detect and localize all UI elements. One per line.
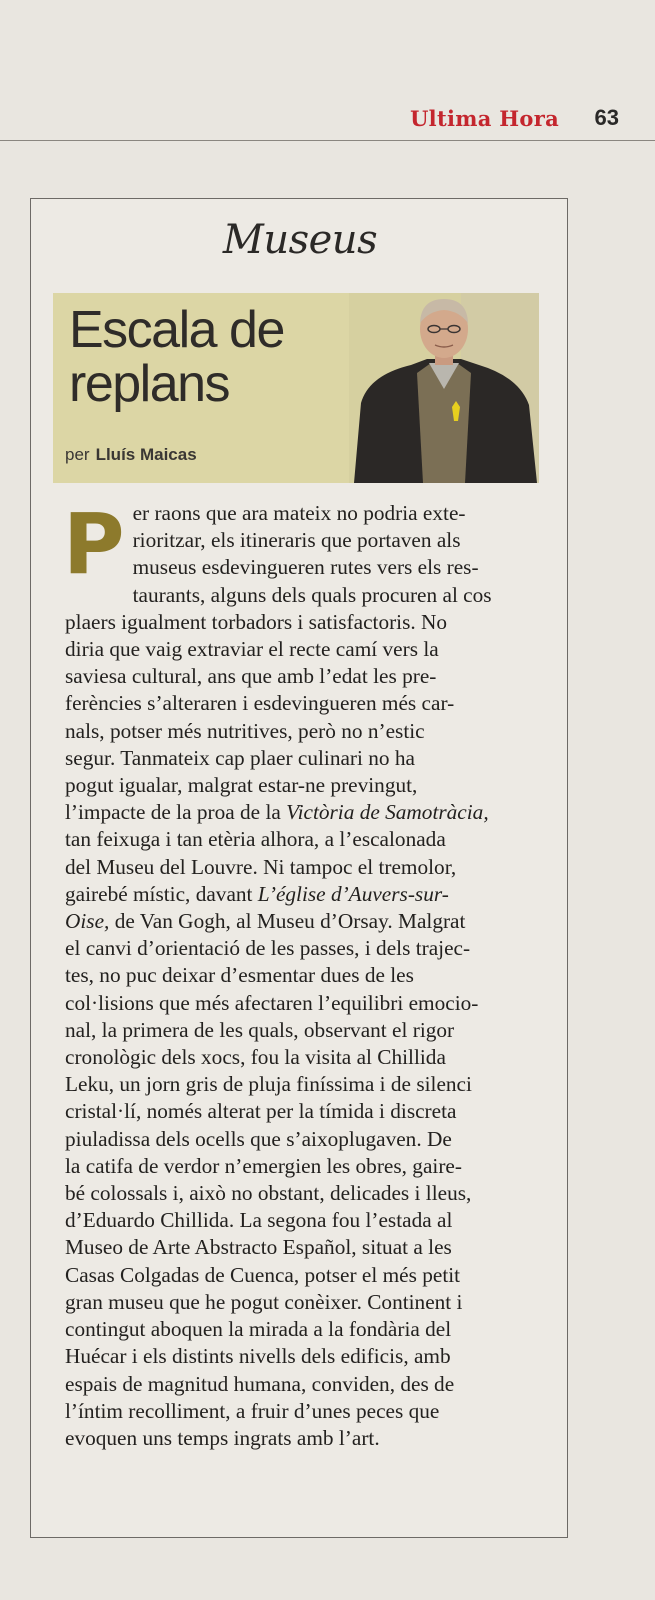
text-line: nal, la primera de les quals, observant el rigor: [65, 1017, 455, 1042]
text-line: Casas Colgadas de Cuenca, potser el més petit: [65, 1262, 461, 1287]
text-line: rioritzar, els itineraris que portaven als: [132, 528, 461, 553]
text-line: cristal·lí, només alterat per la tímida i discreta: [65, 1099, 457, 1124]
author-photo: [349, 293, 539, 483]
byline: [65, 445, 197, 465]
text-line: gran museu que he pogut conèixer. Continent i: [65, 1289, 463, 1314]
header-rule: [0, 140, 655, 141]
byline-prefix: per: [65, 445, 90, 464]
text-line: evoquen uns temps ingrats amb l’art.: [65, 1425, 380, 1450]
text-line: cronològic dels xocs, fou la visita al Chillida: [65, 1045, 446, 1070]
text-line: contingut aboquen la mirada a la fondària del: [65, 1317, 452, 1342]
text-fragment: l’impacte de la proa de la: [65, 800, 287, 825]
text-line: museus esdevingueren rutes vers els res-: [132, 555, 479, 580]
text-line: Museo de Arte Abstracto Español, situat a les: [65, 1235, 452, 1260]
text-line: l’íntim recolliment, a fruir d’unes peces que: [65, 1398, 440, 1423]
headline: [69, 303, 284, 411]
text-line: del Museu del Louvre. Ni tampoc el tremolor,: [65, 854, 457, 879]
text-line: tes, no puc deixar d’esmentar dues de les: [65, 963, 414, 988]
text-line: segur. Tanmateix cap plaer culinari no ha: [65, 745, 415, 770]
artwork-title: Victòria de Samotràcia,: [286, 800, 489, 825]
artwork-title: Oise,: [65, 909, 110, 934]
text-line: piuladissa dels ocells que s’aixoplugaven. De: [65, 1126, 452, 1151]
text-line: er raons que ara mateix no podria exte-: [132, 501, 466, 525]
text-line: d’Eduardo Chillida. La segona fou l’estada al: [65, 1208, 453, 1233]
text-line: nals, potser més nutritives, però no n’estic: [65, 718, 425, 743]
article-body: [63, 495, 565, 1452]
text-line: Leku, un jorn gris de pluja finíssima i de silenci: [65, 1072, 472, 1097]
page-header: [0, 100, 655, 140]
text-line: taurants, alguns dels quals procuren al cos: [132, 582, 492, 607]
headline-line: Escala de: [69, 301, 284, 359]
headline-banner: [53, 293, 539, 483]
text-fragment: de Van Gogh, al Museu d’Orsay. Malgrat: [109, 909, 466, 934]
text-line: ferències s’alteraren i esdevingueren més car-: [65, 691, 455, 716]
text-line: Huécar i els distints nivells dels edificis, amb: [65, 1344, 451, 1369]
text-line: plaers igualment torbadors i satisfactoris. No: [65, 609, 448, 634]
artwork-title: L’église d’Auvers-sur-: [257, 881, 449, 906]
text-line: bé colossals i, això no obstant, delicades i lleus,: [65, 1181, 472, 1206]
section-title: Museus: [222, 217, 378, 263]
text-line: [65, 799, 565, 826]
article-box: [30, 198, 568, 1538]
text-line: la catifa de verdor n’emergien les obres, gaire-: [65, 1153, 462, 1178]
headline-line: replans: [69, 355, 230, 413]
text-line: saviesa cultural, ans que amb l’edat les pre-: [65, 664, 437, 689]
text-line: tan feixuga i tan etèria alhora, a l’escalonada: [65, 827, 446, 852]
drop-cap: P: [63, 495, 125, 593]
page-number: 63: [594, 105, 619, 130]
author-name: Lluís Maicas: [95, 445, 197, 464]
newspaper-brand: Ultima Hora: [410, 106, 559, 131]
text-line: espais de magnitud humana, conviden, des de: [65, 1371, 455, 1396]
text-line: el canvi d’orientació de les passes, i dels trajec-: [65, 936, 471, 961]
text-fragment: gairebé místic, davant: [65, 881, 258, 906]
text-line: diria que vaig extraviar el recte camí vers la: [65, 637, 439, 662]
text-line: [65, 908, 565, 935]
text-line: col·lisions que més afectaren l’equilibri emocio-: [65, 990, 479, 1015]
text-line: pogut igualar, malgrat estar-ne previngut,: [65, 773, 418, 798]
text-line: [65, 881, 565, 908]
